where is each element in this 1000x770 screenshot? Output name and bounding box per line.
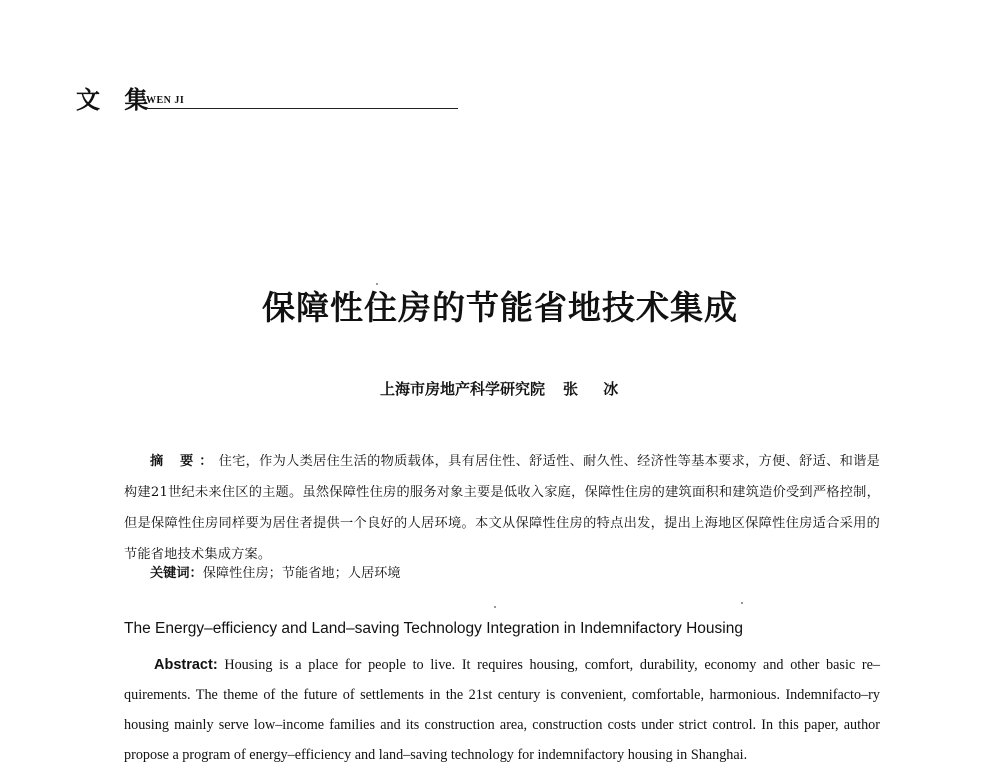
scan-speck bbox=[494, 606, 496, 608]
abstract-en-text: Housing is a place for people to live. It requires housing, comfort, durability, economy and other basic re–quirements. The theme of the future of settlements in the 21st century is convenient, comfortable, harmonious. Indemnifacto–ry housing mainly serve low–income families and its construction area, construction costs under strict control. In this paper, author propose a program of energy–efficiency and land–saving technology for indemnifactory housing in Shanghai. bbox=[124, 657, 880, 763]
byline bbox=[380, 378, 628, 399]
scan-speck bbox=[376, 283, 378, 285]
abstract-en-label: Abstract: bbox=[154, 657, 218, 673]
keywords bbox=[150, 562, 401, 581]
abstract-cn-label: 摘 要： bbox=[150, 454, 219, 469]
section-name-cn: 文 集 bbox=[76, 86, 157, 114]
english-title: The Energy–efficiency and Land–saving Technology Integration in Indemnifactory Housing bbox=[124, 620, 743, 637]
scan-speck bbox=[741, 602, 743, 604]
section-rule bbox=[146, 108, 458, 109]
article-title: 保障性住房的节能省地技术集成 bbox=[262, 288, 738, 327]
institution: 上海市房地产科学研究院 bbox=[380, 380, 546, 398]
author: 张 冰 bbox=[563, 380, 629, 398]
section-name-en: WEN JI bbox=[146, 95, 185, 106]
abstract-en bbox=[124, 650, 880, 770]
abstract-cn-text: 住宅，作为人类居住生活的物质载体，具有居住性、舒适性、耐久性、经济性等基本要求，方便、舒适、和谐是构建21世纪未来住区的主题。虽然保障性住房的服务对象主要是低收入家庭，保障性住房的建筑面积和建筑造价受到严格控制，但是保障性住房同样要为居住者提供一个良好的人居环境。本文从保障性住房的特点出发，提出上海地区保障性住房适合采用的节能省地技术集成方案。 bbox=[124, 454, 881, 562]
abstract-cn bbox=[124, 446, 880, 570]
keywords-text: 保障性住房；节能省地；人居环境 bbox=[202, 566, 401, 581]
keywords-label: 关键词： bbox=[150, 566, 203, 581]
